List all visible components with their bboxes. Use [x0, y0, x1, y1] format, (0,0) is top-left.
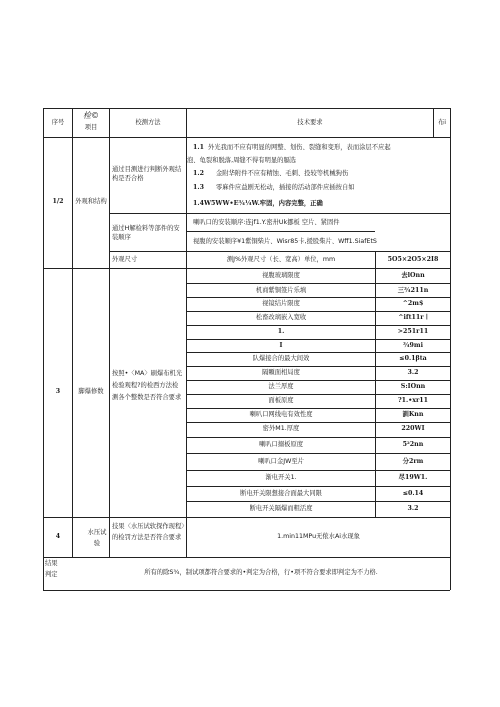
param-name: I: [279, 342, 283, 349]
param-value: ^2m$: [402, 300, 424, 307]
tech-dimensions-value: 5O5×2O5×2I8: [387, 256, 439, 263]
param-value: 分2rm: [402, 458, 424, 465]
rule-left: [43, 108, 44, 590]
row1-method-install: 通过H解检料等部件的安装顺序: [112, 225, 180, 241]
header-seq: 序号: [51, 119, 65, 126]
rule-table-bottom: [43, 590, 450, 591]
tech-3-num: 1.3: [193, 184, 204, 191]
param-rule: [186, 366, 450, 367]
rule-row1-b1: [186, 231, 375, 232]
param-name: 视腹玻璃限度: [262, 272, 300, 279]
param-name: 密外M1.厚度: [262, 425, 300, 432]
param-name: 1.: [277, 328, 285, 335]
param-rule: [186, 339, 450, 340]
rule-row1-mid: [109, 213, 450, 214]
param-value: 去lOnn: [401, 272, 425, 279]
param-name: 喇叭口搦板原度: [258, 441, 304, 448]
header-method: 校测方法: [135, 119, 161, 126]
rule-after-seq: [72, 108, 73, 557]
rule-row3-bottom: [43, 517, 450, 518]
param-value: 訓Knn: [402, 411, 424, 418]
tech-2-num: 1.2: [193, 170, 204, 177]
rule-row1-b2: [109, 251, 450, 252]
param-value: ^ift11r ∣: [398, 314, 428, 321]
rule-row4-bottom: [43, 557, 450, 558]
param-value: 220WI: [401, 425, 425, 432]
conclusion-text: 所有的除S¾，制试项都符合要求的•判定为合格，行•项不符合要求即判定为不力格.: [144, 569, 378, 576]
param-rule: [186, 437, 450, 438]
param-rule: [186, 352, 450, 353]
param-value: >251r11: [397, 328, 429, 335]
rule-header-bottom: [43, 137, 450, 138]
tech-1-text: 外光我而不应有明显的网整、划伤、裂缝和变形，表而涂层不应起: [208, 144, 391, 151]
param-name: 法兰厚度: [268, 383, 294, 390]
param-name: 机商紫铜签片乐填: [255, 287, 307, 294]
row4-item: 水压试验: [87, 529, 107, 547]
param-rule: [186, 311, 450, 312]
param-name: 松畜改璃嵌入宽收: [255, 314, 307, 321]
param-rule: [186, 422, 450, 423]
tech-2-text: 金附华附件不应有精蚀、毛刺、投较等机械狗伤: [216, 170, 349, 177]
param-rule: [186, 297, 450, 298]
param-rule: [186, 283, 450, 284]
param-rule: [186, 380, 450, 381]
param-rule: [186, 408, 450, 409]
param-name: 断电开关隔爆而粗活度: [249, 505, 313, 512]
header-judge: 布i: [437, 119, 447, 126]
tech-4: 1.4W5WW•E¾¼W.牢固，内容完整，正确: [193, 200, 323, 207]
param-name: 喇叭口金JW至片: [258, 458, 304, 465]
tech-dimensions-label: 测J%外观尺寸（长、宽高）单位，mm: [226, 256, 336, 263]
param-name: 喇叭口网线电有效性度: [249, 411, 313, 418]
row1-method-visual: 通过目测进行判断外观结构是否合格: [112, 166, 182, 182]
param-value: 尽19W1.: [398, 474, 428, 481]
row4-seq: 4: [55, 533, 61, 540]
param-value: 3.2: [407, 505, 419, 512]
tech-install-1: 喇叭口的安装顺序:连jf1.Y.密卅Uk挪板 空片、紧固件: [193, 219, 340, 226]
param-value: ?1.•xr11: [397, 397, 429, 404]
row3-method: 按照•〈MA〉刷爆布机光检验观程?的检西方法检测各个整数是否符合要求: [112, 370, 183, 401]
param-name: 断电开关限想接合面最大同限: [240, 490, 322, 497]
param-value: ≤0.1βta: [399, 355, 427, 362]
param-name: 面板原度: [268, 397, 294, 404]
param-rule: [186, 453, 450, 454]
param-rule: [186, 486, 450, 487]
row4-tech: 1.min11MPu无侬水Ai水现象: [277, 533, 360, 540]
row1-method-dimensions: 外观尺寸: [112, 256, 138, 263]
row4-method: 技果〈水压试软探作现程〉的检罚方法是否符合要求: [112, 523, 185, 541]
param-name: 隔顆面相局度: [262, 369, 300, 376]
rule-top: [43, 108, 450, 109]
rule-row1-bottom: [43, 268, 450, 269]
rule-right: [450, 108, 451, 590]
row1-item: 外观和结构: [75, 198, 107, 205]
param-value: S:IOnn: [400, 383, 426, 390]
param-value: 三¾211n: [397, 287, 429, 294]
rule-after-item: [109, 108, 110, 557]
param-rule: [186, 501, 450, 502]
header-item-suffix: 项目: [84, 124, 98, 131]
row3-item: 脚爆修数: [78, 388, 104, 395]
row3-seq: 3: [55, 388, 61, 395]
param-name: 渐电开关1.: [265, 474, 297, 481]
header-item-prefix: 检©: [83, 111, 99, 120]
param-rule: [186, 394, 450, 395]
param-name: 视镜结片限度: [262, 300, 300, 307]
param-value: 5²2nn: [402, 441, 424, 448]
param-value: ≤0.14: [402, 490, 424, 497]
param-value: 3.2: [407, 369, 419, 376]
conclusion-label: 结果判定: [45, 560, 58, 578]
param-value: ¾9mi: [402, 342, 423, 349]
param-rule: [186, 325, 450, 326]
header-tech: 技术要求: [297, 119, 323, 126]
param-rule: [186, 470, 450, 471]
tech-install-2: 视腹的安装顺序¥1紫铜柴片、Wisr85卡,援股柴片、Wff1.SiafEtS: [193, 238, 377, 245]
row1-seq: 1/2: [52, 198, 64, 205]
param-name: 队爆接合的最大间效: [252, 355, 310, 362]
tech-1-num: 1.1: [193, 144, 204, 151]
tech-1-cont: 泡、龟裂和脱落,周缝不得有明显的膈选: [187, 157, 297, 164]
tech-3-text: 零麻件应益剧无松动，插接的活动部件应插按自如: [216, 184, 355, 191]
